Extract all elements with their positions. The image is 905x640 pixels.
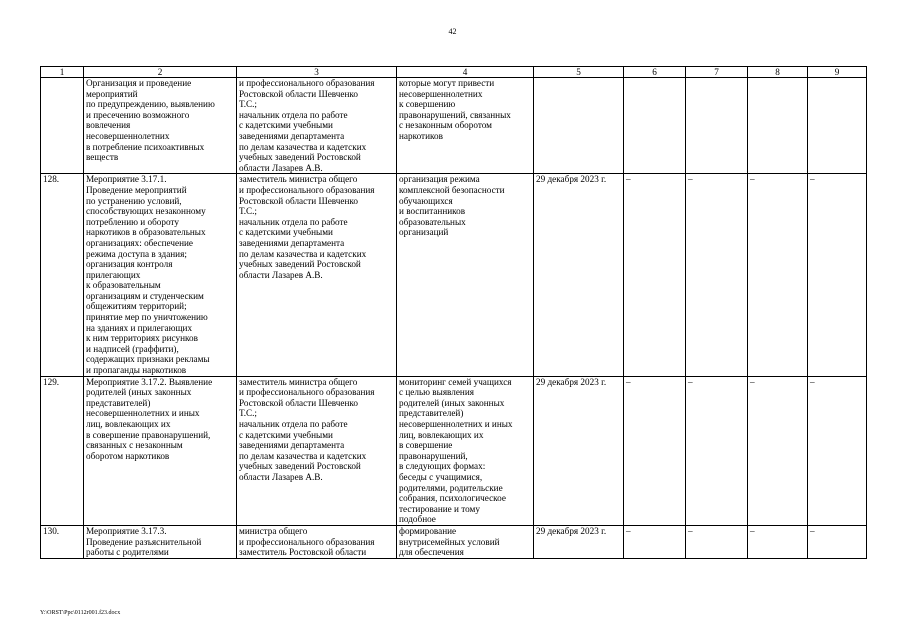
row-number xyxy=(41,78,84,174)
col8-cell: – xyxy=(748,376,808,525)
header-col-8: 8 xyxy=(748,67,808,78)
col9-cell: – xyxy=(808,525,867,558)
row-number: 129. xyxy=(41,376,84,525)
header-col-5: 5 xyxy=(534,67,624,78)
result-cell: мониторинг семей учащихся с целью выявления родителей (иных законных представителей) несовершеннолетних и иных лиц, вовлекающих их в совершение правонарушений, в следующих формах: беседы с учащимися, родителями, родительские собрания, психологическое тестирование и тому подобное xyxy=(397,376,534,525)
deadline-cell xyxy=(534,78,624,174)
row-number: 128. xyxy=(41,174,84,376)
col8-cell: – xyxy=(748,174,808,376)
col6-cell: – xyxy=(624,525,686,558)
deadline-cell: 29 декабря 2023 г. xyxy=(534,174,624,376)
header-col-4: 4 xyxy=(397,67,534,78)
measure-cell: Организация и проведение мероприятий по предупреждению, выявлению и пресечению возможного вовлечения несовершеннолетних в потребление психоактивных веществ xyxy=(84,78,237,174)
header-col-7: 7 xyxy=(686,67,748,78)
col6-cell: – xyxy=(624,174,686,376)
measure-cell: Мероприятие 3.17.3. Проведение разъяснительной работы с родителями xyxy=(84,525,237,558)
col8-cell: – xyxy=(748,525,808,558)
col7-cell: – xyxy=(686,174,748,376)
col8-cell xyxy=(748,78,808,174)
table-row xyxy=(41,525,867,558)
measure-cell: Мероприятие 3.17.1. Проведение мероприятий по устранению условий, способствующих незаконному потреблению и обороту наркотиков в образовательных организациях: обеспечение режима доступа в здания; организация контроля прилегающих к образовательным организациям и студенческим общежитиям территорий; принятие мер по уничтожению на зданиях и прилегающих к ним территориях рисунков и надписей (граффити), содержащих признаки рекламы и пропаганды наркотиков xyxy=(84,174,237,376)
col9-cell: – xyxy=(808,174,867,376)
col6-cell xyxy=(624,78,686,174)
table-row xyxy=(41,174,867,376)
header-row xyxy=(41,67,867,78)
measures-table xyxy=(40,66,867,559)
header-col-1: 1 xyxy=(41,67,84,78)
table-row xyxy=(41,376,867,525)
header-col-3: 3 xyxy=(237,67,397,78)
deadline-cell: 29 декабря 2023 г. xyxy=(534,376,624,525)
header-col-2: 2 xyxy=(84,67,237,78)
responsible-cell: и профессионального образования Ростовской области Шевченко Т.С.; начальник отдела по работе с кадетскими учебными заведениями департамента по делам казачества и кадетских учебных заведений Ростовской области Лазарев А.В. xyxy=(237,78,397,174)
col9-cell xyxy=(808,78,867,174)
responsible-cell: министра общего и профессионального образования заместитель Ростовской области xyxy=(237,525,397,558)
header-col-6: 6 xyxy=(624,67,686,78)
deadline-cell: 29 декабря 2023 г. xyxy=(534,525,624,558)
row-number: 130. xyxy=(41,525,84,558)
table-row xyxy=(41,78,867,174)
footer-file-path: Y:\ORST\Ppc\0112r001.f23.docx xyxy=(40,610,121,616)
col6-cell: – xyxy=(624,376,686,525)
col7-cell: – xyxy=(686,525,748,558)
measure-cell: Мероприятие 3.17.2. Выявление родителей (иных законных представителей) несовершеннолетних и иных лиц, вовлекающих их в совершение правонарушений, связанных с незаконным оборотом наркотиков xyxy=(84,376,237,525)
responsible-cell: заместитель министра общего и профессионального образования Ростовской области Шевченко Т.С.; начальник отдела по работе с кадетскими учебными заведениями департамента по делам казачества и кадетских учебных заведений Ростовской области Лазарев А.В. xyxy=(237,376,397,525)
responsible-cell: заместитель министра общего и профессионального образования Ростовской области Шевченко Т.С.; начальник отдела по работе с кадетскими учебными заведениями департамента по делам казачества и кадетских учебных заведений Ростовской области Лазарев А.В. xyxy=(237,174,397,376)
col7-cell: – xyxy=(686,376,748,525)
result-cell: формирование внутрисемейных условий для обеспечения xyxy=(397,525,534,558)
header-col-9: 9 xyxy=(808,67,867,78)
result-cell: организация режима комплексной безопасности обучающихся и воспитанников образовательных организаций xyxy=(397,174,534,376)
col9-cell: – xyxy=(808,376,867,525)
result-cell: которые могут привести несовершеннолетних к совершению правонарушений, связанных с незаконным оборотом наркотиков xyxy=(397,78,534,174)
col7-cell xyxy=(686,78,748,174)
page-number: 42 xyxy=(448,27,457,36)
